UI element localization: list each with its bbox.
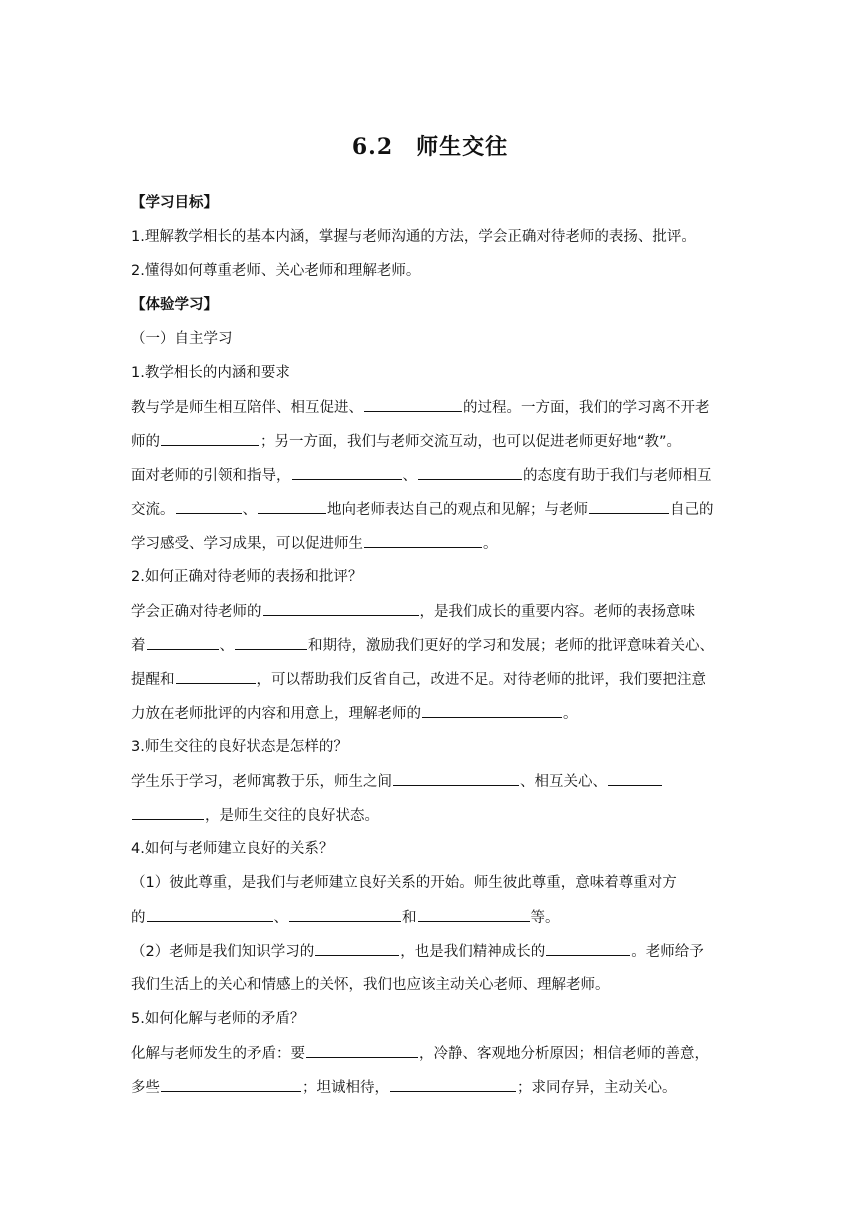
fill-blank xyxy=(258,499,326,514)
question-2-title: 2.如何正确对待老师的表扬和批评？ xyxy=(131,569,363,585)
paragraph-line xyxy=(131,703,731,724)
paragraph-text: 等。 xyxy=(530,910,560,926)
paragraph-line xyxy=(131,771,731,792)
experience-header: 【体验学习】 xyxy=(131,297,218,313)
paragraph-text: 力放在老师批评的内容和用意上，理解老师的 xyxy=(131,706,421,722)
paragraph-text: 的 xyxy=(131,910,146,926)
paragraph-text: （2）老师是我们知识学习的 xyxy=(131,944,315,960)
paragraph-text: 着 xyxy=(131,638,146,654)
fill-blank xyxy=(235,635,307,650)
fill-blank xyxy=(364,533,482,548)
paragraph-line xyxy=(131,465,731,486)
fill-blank xyxy=(393,771,519,786)
question-3-title: 3.师生交往的良好状态是怎样的？ xyxy=(131,739,348,755)
page-title: 6.2 师生交往 xyxy=(351,134,509,160)
goal-1: 1.理解教学相长的基本内涵，掌握与老师沟通的方法，学会正确对待老师的表扬、批评。 xyxy=(131,229,696,245)
paragraph-text: 的过程。一方面，我们的学习离不开老 xyxy=(463,400,710,416)
paragraph-text: 。 xyxy=(563,706,578,722)
paragraph-line xyxy=(131,941,731,962)
paragraph-line xyxy=(131,431,731,452)
fill-blank xyxy=(161,1077,301,1092)
paragraph-text: 师的 xyxy=(131,434,160,450)
paragraph-text: 和期待，激励我们更好的学习和发展；老师的批评意味着关心、 xyxy=(308,638,714,654)
paragraph-text: 、 xyxy=(219,638,234,654)
fill-blank xyxy=(132,805,204,820)
paragraph-text: 、 xyxy=(402,468,417,484)
fill-blank xyxy=(315,941,399,956)
goal-2: 2.懂得如何尊重老师、关心老师和理解老师。 xyxy=(131,263,421,279)
paragraph-line xyxy=(131,1077,731,1098)
paragraph-text: 教与学是师生相互陪伴、相互促进、 xyxy=(131,400,363,416)
paragraph-text: 学会正确对待老师的 xyxy=(131,604,262,620)
fill-blank xyxy=(263,601,419,616)
fill-blank xyxy=(176,669,256,684)
fill-blank xyxy=(390,1077,516,1092)
fill-blank xyxy=(306,1043,418,1058)
paragraph-line xyxy=(131,635,731,656)
paragraph-line xyxy=(131,907,731,928)
paragraph-line: （1）彼此尊重，是我们与老师建立良好关系的开始。师生彼此尊重，意味着尊重对方 xyxy=(131,875,677,891)
paragraph-text: ；另一方面，我们与老师交流互动，也可以促进老师更好地“教”。 xyxy=(260,434,682,450)
paragraph-text: 学生乐于学习，老师寓教于乐，师生之间 xyxy=(131,774,392,790)
fill-blank xyxy=(176,499,242,514)
fill-blank xyxy=(546,941,630,956)
fill-blank xyxy=(289,907,401,922)
fill-blank xyxy=(589,499,669,514)
fill-blank xyxy=(147,635,219,650)
paragraph-text: 。 xyxy=(483,536,498,552)
paragraph-text: ；求同存异，主动关心。 xyxy=(517,1080,677,1096)
paragraph-text: ，可以帮助我们反省自己，改进不足。对待老师的批评，我们要把注意 xyxy=(256,672,706,688)
goals-header: 【学习目标】 xyxy=(131,195,218,211)
paragraph-text: 、 xyxy=(242,502,257,518)
fill-blank xyxy=(422,703,562,718)
fill-blank xyxy=(608,771,662,786)
paragraph-text: 自己的 xyxy=(670,502,714,518)
paragraph-text: ，冷静、客观地分析原因；相信老师的善意， xyxy=(419,1046,709,1062)
fill-blank xyxy=(147,907,273,922)
paragraph-text: ，是师生交往的良好状态。 xyxy=(205,808,379,824)
paragraph-line xyxy=(131,1043,731,1064)
paragraph-line xyxy=(131,397,731,418)
self-study-label: （一）自主学习 xyxy=(131,331,233,347)
fill-blank xyxy=(161,431,259,446)
paragraph-line xyxy=(131,805,731,826)
paragraph-text: 面对老师的引领和指导， xyxy=(131,468,291,484)
paragraph-text: 学习感受、学习成果，可以促进师生 xyxy=(131,536,363,552)
paragraph-text: 、相互关心、 xyxy=(520,774,607,790)
paragraph-text: 的态度有助于我们与老师相互 xyxy=(523,468,712,484)
paragraph-text: 。老师给予 xyxy=(631,944,704,960)
fill-blank xyxy=(418,465,522,480)
paragraph-line xyxy=(131,669,731,690)
paragraph-text: ，也是我们精神成长的 xyxy=(400,944,546,960)
paragraph-text: 和 xyxy=(402,910,417,926)
paragraph-text: 交流。 xyxy=(131,502,175,518)
paragraph-line xyxy=(131,533,731,554)
paragraph-line: 我们生活上的关心和情感上的关怀，我们也应该主动关心老师、理解老师。 xyxy=(131,977,610,993)
fill-blank xyxy=(364,397,462,412)
paragraph-text: 地向老师表达自己的观点和见解；与老师 xyxy=(327,502,588,518)
paragraph-line xyxy=(131,499,731,520)
fill-blank xyxy=(292,465,402,480)
question-1-title: 1.教学相长的内涵和要求 xyxy=(131,365,290,381)
paragraph-text: 提醒和 xyxy=(131,672,175,688)
fill-blank xyxy=(418,907,530,922)
paragraph-text: 化解与老师发生的矛盾：要 xyxy=(131,1046,305,1062)
paragraph-text: ；坦诚相待， xyxy=(302,1080,389,1096)
paragraph-text: 、 xyxy=(273,910,288,926)
question-5-title: 5.如何化解与老师的矛盾？ xyxy=(131,1011,305,1027)
paragraph-text: ，是我们成长的重要内容。老师的表扬意味 xyxy=(419,604,695,620)
paragraph-text: 多些 xyxy=(131,1080,160,1096)
question-4-title: 4.如何与老师建立良好的关系？ xyxy=(131,841,334,857)
paragraph-line xyxy=(131,601,731,622)
